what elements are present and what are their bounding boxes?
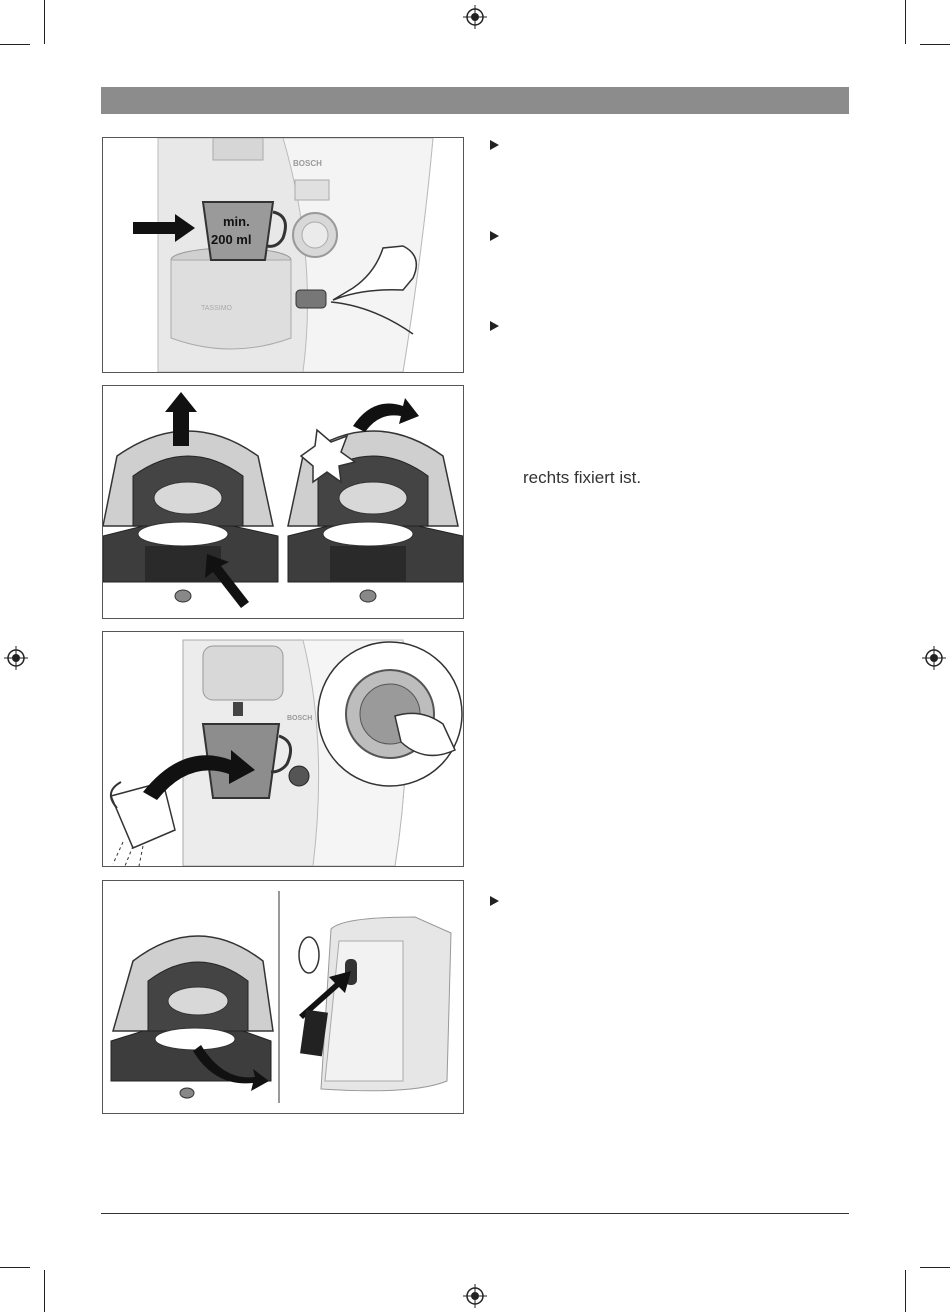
registration-mark-bottom xyxy=(463,1284,487,1308)
crop-mark xyxy=(920,44,950,45)
bullet-marker xyxy=(488,139,500,151)
crop-mark xyxy=(44,0,45,44)
crop-mark xyxy=(44,1270,45,1312)
cup-label-volume: 200 ml xyxy=(211,232,252,247)
panel-cup-insert xyxy=(102,137,464,373)
footer-rule xyxy=(101,1213,849,1214)
crop-mark xyxy=(905,1270,906,1312)
section-header-bar xyxy=(101,87,849,114)
brand-label: BOSCH xyxy=(293,159,322,168)
cup-label-min: min. xyxy=(223,214,250,229)
brand-label: BOSCH xyxy=(287,715,313,722)
logo-label: TASSIMO xyxy=(201,305,232,312)
panel-brewing-unit xyxy=(102,385,464,619)
crop-mark xyxy=(0,1267,30,1268)
bullet-marker xyxy=(488,320,500,332)
panel-descale-button xyxy=(102,631,464,867)
registration-mark-left xyxy=(4,646,28,670)
registration-mark-right xyxy=(922,646,946,670)
crop-mark xyxy=(920,1267,950,1268)
instruction-text: rechts fixiert ist. xyxy=(523,468,642,487)
crop-mark xyxy=(905,0,906,44)
bullet-marker xyxy=(488,895,500,907)
bullet-marker xyxy=(488,230,500,242)
registration-mark-top xyxy=(463,5,487,29)
crop-mark xyxy=(0,44,30,45)
panel-disc-holder xyxy=(102,880,464,1114)
